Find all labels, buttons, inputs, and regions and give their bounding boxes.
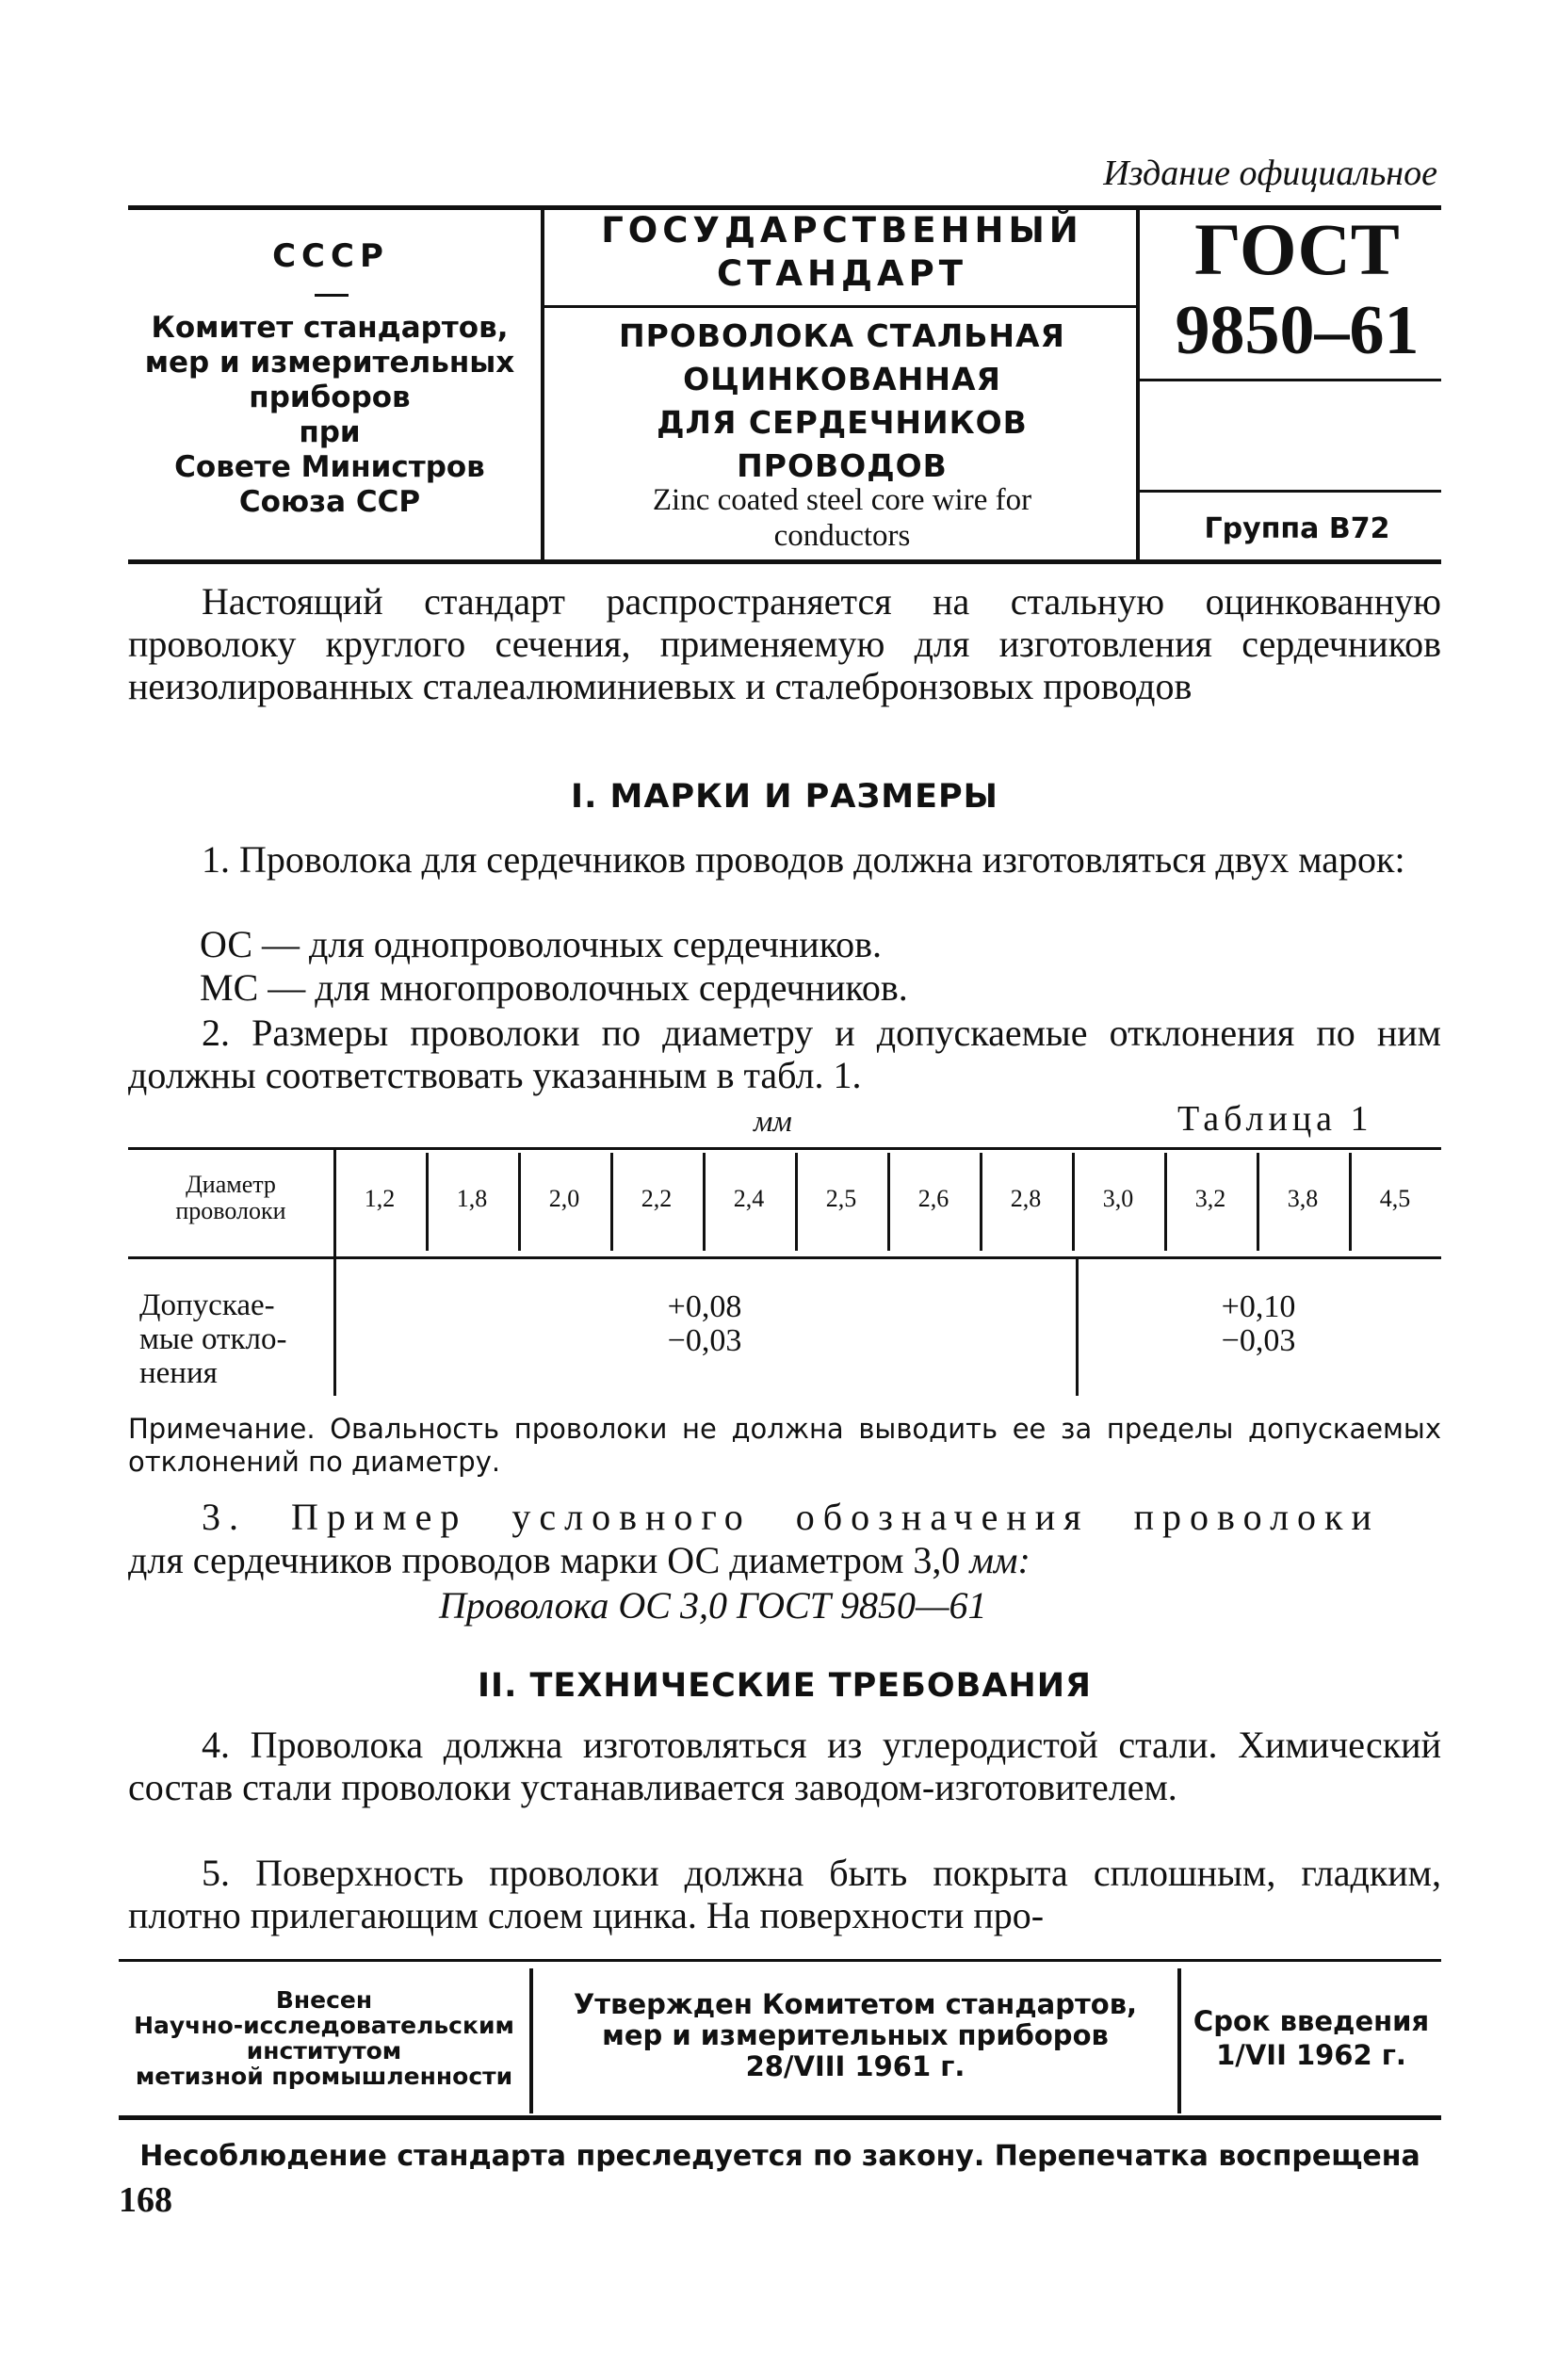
table-cell-divider (426, 1153, 429, 1251)
paragraph-4: 4. Проволока должна изготовляться из углеродистой стали. Химический состав стали проволоки устанавливается заводом-изготовителем. (128, 1724, 1441, 1808)
header-state-rule (544, 305, 1136, 308)
table-caption: Таблица 1 (1177, 1099, 1373, 1139)
copyright-warning: Несоблюдение стандарта преследуется по закону. Перепечатка воспрещена (139, 2140, 1420, 2173)
group-label: Группа В72 (1204, 512, 1390, 545)
committee-line: Комитет стандартов, (151, 311, 509, 345)
table-diameter-cell: 1,8 (456, 1185, 488, 1212)
paragraph-3-line-2 (128, 1539, 1031, 1581)
tolerance-minus: −0,03 (1221, 1323, 1296, 1358)
table-diameter-cell: 3,0 (1102, 1185, 1134, 1212)
gost-label: ГОСТ (1194, 208, 1400, 290)
title-en-line: conductors (773, 519, 911, 553)
grade-ms: МС — для многопроволочных сердечников. (200, 966, 908, 1009)
table-cell-divider (518, 1153, 521, 1251)
table-cell-divider (1257, 1153, 1259, 1251)
footer-approved (533, 1989, 1177, 2082)
header-bottom-rule (128, 559, 1441, 564)
table-cell-divider (887, 1153, 890, 1251)
ussr-dash (315, 294, 349, 297)
table-cell-divider (980, 1153, 982, 1251)
footer-line: Срок введения (1193, 2005, 1430, 2037)
header-gost-rule-1 (1140, 379, 1441, 381)
tolerance-minus: −0,03 (667, 1323, 742, 1358)
title-russian (550, 315, 1134, 488)
table-diameter-cell: 2,6 (917, 1185, 949, 1212)
page-number: 168 (119, 2180, 172, 2220)
table-note: Примечание. Овальность проволоки не должна выводить ее за пределы допускаемых отклонений по диаметру. (128, 1413, 1441, 1478)
label-line: Допускае- (139, 1288, 275, 1322)
section-1-heading: I. МАРКИ И РАЗМЕРЫ (571, 778, 998, 816)
tolerance-group-b (1076, 1290, 1441, 1358)
footer-top-rule (119, 1959, 1441, 1962)
footer-line: метизной промышленности (135, 2063, 513, 2090)
header-gost-rule-2 (1140, 490, 1441, 493)
paragraph-3-unit: мм: (969, 1539, 1031, 1581)
header-divider-right (1136, 207, 1140, 561)
title-line: ПРОВОДОВ (737, 447, 948, 484)
committee-line: приборов (249, 380, 411, 414)
footer-line: институтом (246, 2037, 402, 2064)
title-line: ОЦИНКОВАННАЯ (683, 361, 1001, 397)
table-cell-divider (610, 1153, 613, 1251)
paragraph-3-text: для сердечников проводов марки ОС диаметром 3,0 (128, 1539, 961, 1581)
table-cell-divider (703, 1153, 706, 1251)
committee-block (113, 311, 546, 520)
paragraph-3-line-1: 3. Пример условного обозначения проволоки (202, 1496, 1380, 1538)
table-diameter-cell: 2,0 (548, 1185, 580, 1212)
table-row-rule (128, 1256, 1441, 1259)
edition-mark: Издание официальное (1103, 154, 1437, 193)
footer-line: Внесен (275, 1986, 373, 2014)
label-line: нения (139, 1356, 218, 1390)
footer-bottom-rule (119, 2115, 1441, 2120)
table-diameter-cell: 2,2 (641, 1185, 673, 1212)
label-line: Диаметр (186, 1171, 276, 1198)
footer-introduced (119, 1987, 529, 2089)
table-diameter-cell: 2,8 (1010, 1185, 1042, 1212)
title-line: ДЛЯ СЕРДЕЧНИКОВ (657, 404, 1028, 441)
intro-paragraph: Настоящий стандарт распространяется на стальную оцинкованную проволоку круглого сечения, применяемую для изготовления сердечников неизолированных сталеалюминиевых и сталебронзовых проводов (128, 580, 1441, 707)
title-line: ПРОВОЛОКА СТАЛЬНАЯ (619, 317, 1065, 354)
table-row-label-diameter (128, 1172, 333, 1224)
gost-number: 9850–61 (1175, 292, 1420, 369)
table-row-label-tolerance (128, 1288, 345, 1390)
paragraph-1: 1. Проволока для сердечников проводов должна изготовляться двух марок: (202, 838, 1405, 881)
footer-line: 28/VIII 1961 г. (745, 2050, 966, 2082)
table-diameter-cell: 3,8 (1287, 1185, 1319, 1212)
table-top-rule (128, 1147, 1441, 1150)
table-cell-divider (795, 1153, 798, 1251)
section-2-heading: II. ТЕХНИЧЕСКИЕ ТРЕБОВАНИЯ (478, 1667, 1092, 1705)
footer-effective (1181, 2004, 1441, 2072)
grade-os: ОС — для однопроволочных сердечников. (200, 923, 882, 965)
state-standard-label (550, 209, 1134, 296)
label-line: мые откло- (139, 1322, 287, 1356)
committee-line: Совете Министров (174, 450, 485, 484)
label-line: проволоки (175, 1197, 286, 1224)
state-standard-line: ГОСУДАРСТВЕННЫЙ (601, 210, 1083, 251)
table-diameter-cell: 1,2 (364, 1185, 396, 1212)
ussr-label: СССР (272, 237, 389, 275)
title-english (550, 482, 1134, 554)
tolerance-plus: +0,10 (1221, 1289, 1296, 1324)
tolerance-plus: +0,08 (667, 1289, 742, 1324)
committee-line: при (299, 415, 361, 449)
table-diameter-cell: 4,5 (1379, 1185, 1411, 1212)
footer-line: Научно-исследовательским (134, 2012, 514, 2039)
state-standard-line: СТАНДАРТ (717, 253, 967, 294)
table-cell-divider (1349, 1153, 1352, 1251)
table-unit: мм (754, 1104, 792, 1138)
committee-line: Союза ССР (238, 485, 421, 519)
footer-line: мер и измерительных приборов (602, 2019, 1109, 2051)
table-diameter-cell: 3,2 (1194, 1185, 1226, 1212)
table-cell-divider (1164, 1153, 1167, 1251)
table-cell-divider (1072, 1153, 1075, 1251)
paragraph-2: 2. Размеры проволоки по диаметру и допускаемые отклонения по ним должны соответствовать указанным в табл. 1. (128, 1012, 1441, 1096)
tolerance-group-a (333, 1290, 1076, 1358)
footer-line: 1/VII 1962 г. (1216, 2039, 1406, 2071)
designation-example: Проволока ОС 3,0 ГОСТ 9850—61 (439, 1584, 987, 1627)
committee-line: мер и измерительных (144, 346, 515, 380)
footer-line: Утвержден Комитетом стандартов, (573, 1988, 1138, 2020)
paragraph-5: 5. Поверхность проволоки должна быть покрыта сплошным, гладким, плотно прилегающим слоем цинка. На поверхности про- (128, 1852, 1441, 1936)
table-diameter-cell: 2,5 (825, 1185, 857, 1212)
title-en-line: Zinc coated steel core wire for (652, 483, 1032, 517)
table-diameter-cell: 2,4 (733, 1185, 765, 1212)
